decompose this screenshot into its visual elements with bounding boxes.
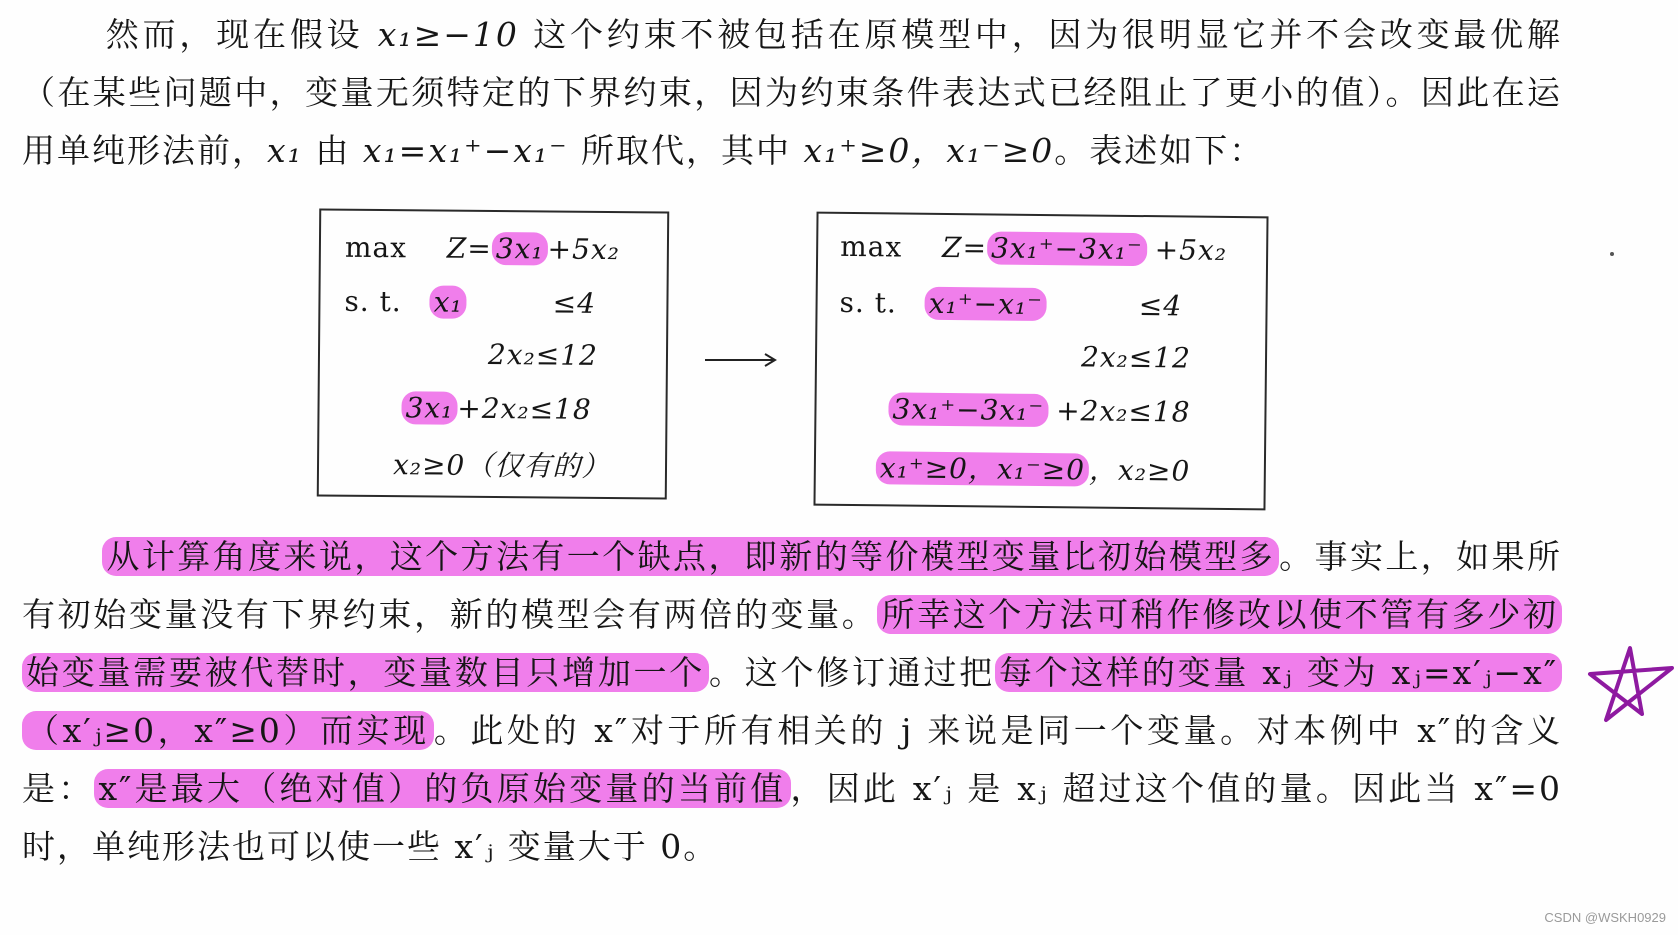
- p1-math-4: x₁⁺≥0，x₁⁻≥0: [803, 131, 1055, 170]
- left-obj-max: max: [344, 230, 408, 265]
- right-obj-var: Z=: [941, 230, 988, 265]
- left-c1-highlight: x₁: [430, 285, 467, 318]
- left-c2: 2x₂≤12: [487, 337, 599, 372]
- right-c3-rest: +2x₂≤18: [1055, 394, 1191, 429]
- left-c1-rest: ≤4: [552, 286, 597, 320]
- left-constraint-3: [401, 391, 592, 426]
- p1-math-1: x₁≥−10: [377, 15, 519, 54]
- p1-text-5: 。表述如下：: [1054, 131, 1265, 170]
- p2-text-4: ，因此 x′ⱼ 是 xⱼ 超过这个值的量。因此当 x″=0 时，单纯形法也可以使一些 x′ⱼ 变量大于 0。: [22, 769, 1563, 866]
- original-model-box: [317, 208, 669, 499]
- p2-highlight-1: 从计算角度来说，这个方法有一个缺点，即新的等价模型变量比初始模型多: [102, 537, 1279, 576]
- p1-text-2: 这个约束不被包括在原模型中，因为很明显它并不会改变最优解（在某些问题中，变量无须特定的下界约束，因为约束条件表达式已经阻止了更小的值）。因此在运用单纯形法前，: [22, 15, 1562, 170]
- right-obj-rest: +5x₂: [1154, 233, 1228, 267]
- watermark: CSDN @WSKH0929: [1544, 910, 1666, 925]
- right-c3-highlight: 3x₁⁺−3x₁⁻: [888, 392, 1048, 427]
- p2-text-2: 。这个修订通过把: [709, 653, 995, 692]
- p1-math-2: x₁: [267, 131, 303, 170]
- right-constraint-2: [1081, 340, 1191, 374]
- star-doodle-icon: [1584, 644, 1676, 726]
- stray-dot: [1610, 252, 1614, 256]
- left-obj-highlight: 3x₁: [492, 232, 548, 265]
- left-obj-var: Z=: [446, 231, 492, 265]
- right-c1-highlight: x₁⁺−x₁⁻: [925, 287, 1047, 321]
- equivalent-model-box: [813, 212, 1268, 511]
- right-obj-max: max: [840, 229, 903, 264]
- right-c1-rest: ≤4: [1138, 289, 1183, 323]
- right-obj-highlight: 3x₁⁺−3x₁⁻: [987, 231, 1147, 266]
- p2-highlight-3: 每个这样的变量 xⱼ 变为 xⱼ=x′ⱼ−x″（x′ⱼ≥0，x″≥0）而实现: [22, 653, 1562, 750]
- left-constraint-2: [488, 338, 598, 372]
- right-c4-rest: ，x₂≥0: [1088, 453, 1191, 488]
- paragraph-2: [22, 528, 1562, 876]
- p1-text-1: 然而，现在假设: [104, 15, 378, 54]
- left-constraint-1: [344, 285, 596, 320]
- right-c4-highlight: x₁⁺≥0，x₁⁻≥0: [876, 451, 1089, 486]
- right-c2: 2x₂≤12: [1080, 340, 1192, 375]
- p1-text-3: 由: [302, 131, 363, 170]
- p1-text-4: 所取代，其中: [568, 131, 804, 170]
- right-objective: [840, 230, 1227, 267]
- left-c3-rest: +2x₂≤18: [457, 391, 592, 426]
- p2-highlight-4: x″是最大（绝对值）的负原始变量的当前值: [94, 769, 790, 808]
- right-st-label: s. t.: [839, 285, 898, 320]
- left-constraint-4: [393, 443, 611, 485]
- left-c3-highlight: 3x₁: [401, 391, 457, 424]
- right-constraint-4: [876, 446, 1191, 489]
- right-constraint-1: [839, 286, 1182, 323]
- right-arrow-icon: [703, 350, 781, 370]
- p2-text-3: 。此处的 x″对于所有相关的 j 来说是同一个变量。对本例中 x″的含义是：: [22, 711, 1562, 808]
- p2-text-1: 。事实上，如果所有初始变量没有下界约束，新的模型会有两倍的变量。: [22, 537, 1563, 634]
- left-c4: x₂≥0（仅有的）: [392, 448, 611, 484]
- right-constraint-3: [888, 392, 1190, 428]
- paragraph-1: [22, 6, 1562, 180]
- left-objective: [345, 231, 620, 266]
- p2-highlight-2: 所幸这个方法可稍作修改以使不管有多少初始变量需要被代替时，变量数目只增加一个: [22, 595, 1562, 692]
- left-obj-rest: +5x₂: [547, 232, 621, 267]
- p1-math-3: x₁=x₁⁺−x₁⁻: [362, 131, 569, 170]
- left-st-label: s. t.: [344, 284, 402, 319]
